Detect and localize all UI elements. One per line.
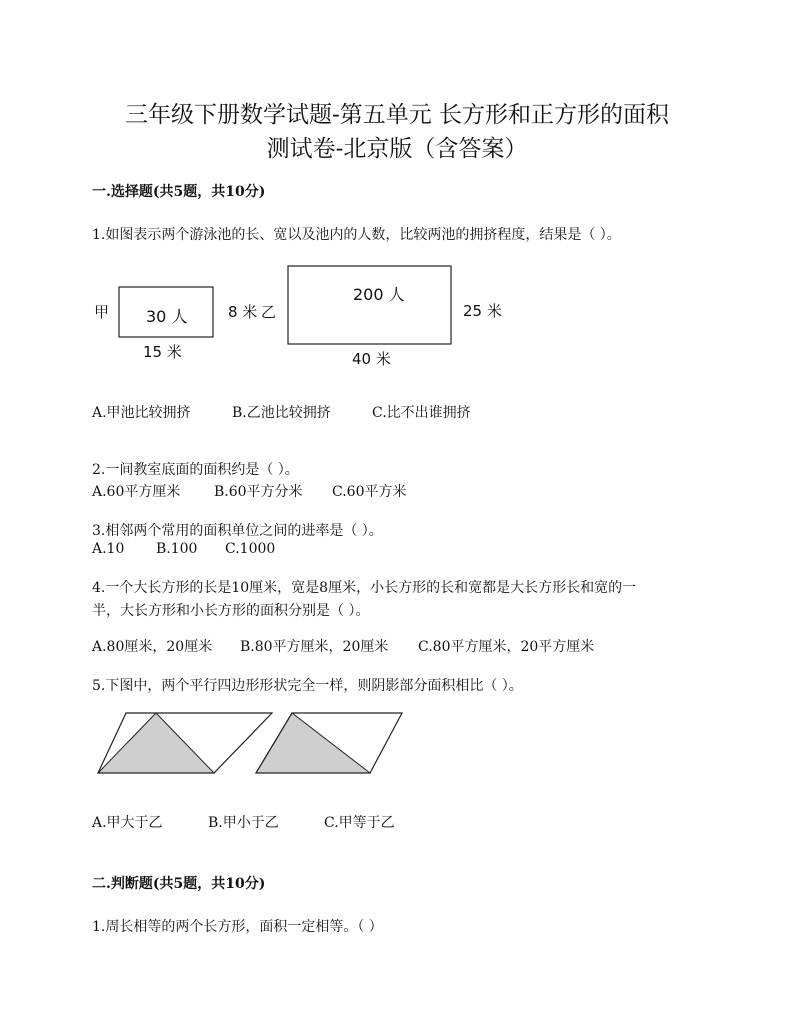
section-heading-judge: 二.判断题(共5题，共10分) [92,876,266,892]
option-a[interactable]: A.10 [92,541,125,557]
option-b[interactable]: B.60平方分米 [214,484,303,500]
judge-1-text: 1.周长相等的两个长方形，面积一定相等。（ ） [92,919,383,935]
question-2-options [92,481,406,501]
pool-b-length: 40 米 [352,350,391,368]
option-b[interactable]: B.甲小于乙 [208,815,279,831]
pool-b-rect [288,266,451,344]
shaded-triangle-b [256,713,370,773]
question-1-text: 1.如图表示两个游泳池的长、宽以及池内的人数，比较两池的拥挤程度，结果是（ ）。 [92,227,621,243]
section-heading-choice: 一.选择题(共5题，共10分) [92,184,266,200]
pool-a-name: 甲 [94,303,110,321]
option-c[interactable]: C.甲等于乙 [324,815,395,831]
pool-a-length: 15 米 [143,343,182,361]
pool-a-width: 8 米 [228,303,258,321]
option-a[interactable]: A.甲池比较拥挤 [92,405,191,421]
parallelogram-b [256,713,402,773]
option-a[interactable]: A.60平方厘米 [92,484,181,500]
option-b[interactable]: B.100 [156,541,198,557]
option-a[interactable]: A.甲大于乙 [92,815,163,831]
parallelogram-b-outline [256,713,402,773]
question-5-text: 5.下图中，两个平行四边形形状完全一样，则阴影部分面积相比（ ）。 [92,678,523,694]
title-line-2: 测试卷-北京版（含答案） [266,136,528,162]
option-c[interactable]: C.80平方厘米，20平方厘米 [418,639,595,655]
question-4-line-2: 半，大长方形和小长方形的面积分别是（ ）。 [92,603,370,619]
question-4-line-1: 4.一个大长方形的长是10厘米，宽是8厘米，小长方形的长和宽都是大长方形长和宽的一 [92,580,637,596]
pool-a-people: 30 人 [146,307,188,326]
question-3-text: 3.相邻两个常用的面积单位之间的进率是（ ）。 [92,523,383,539]
option-b[interactable]: B.80平方厘米，20厘米 [240,639,389,655]
parallelogram-a-outline [98,713,272,773]
question-5-options [92,812,395,832]
title-line-1: 三年级下册数学试题-第五单元 长方形和正方形的面积 [124,102,670,128]
question-3-options [92,541,275,557]
pool-b-name: 乙 [261,303,277,321]
option-b[interactable]: B.乙池比较拥挤 [232,405,331,421]
parallelogram-a [98,713,272,773]
question-4-options [92,636,594,656]
pool-b-people: 200 人 [353,285,405,304]
question-2-text: 2.一间教室底面的面积约是（ ）。 [92,462,299,478]
option-c[interactable]: C.1000 [225,541,276,557]
pool-b-width: 25 米 [463,302,502,320]
question-1-options [92,402,471,422]
option-c[interactable]: C.60平方米 [332,484,407,500]
option-a[interactable]: A.80厘米，20厘米 [92,639,213,655]
option-c[interactable]: C.比不出谁拥挤 [372,405,471,421]
shaded-triangle-a [98,713,214,773]
